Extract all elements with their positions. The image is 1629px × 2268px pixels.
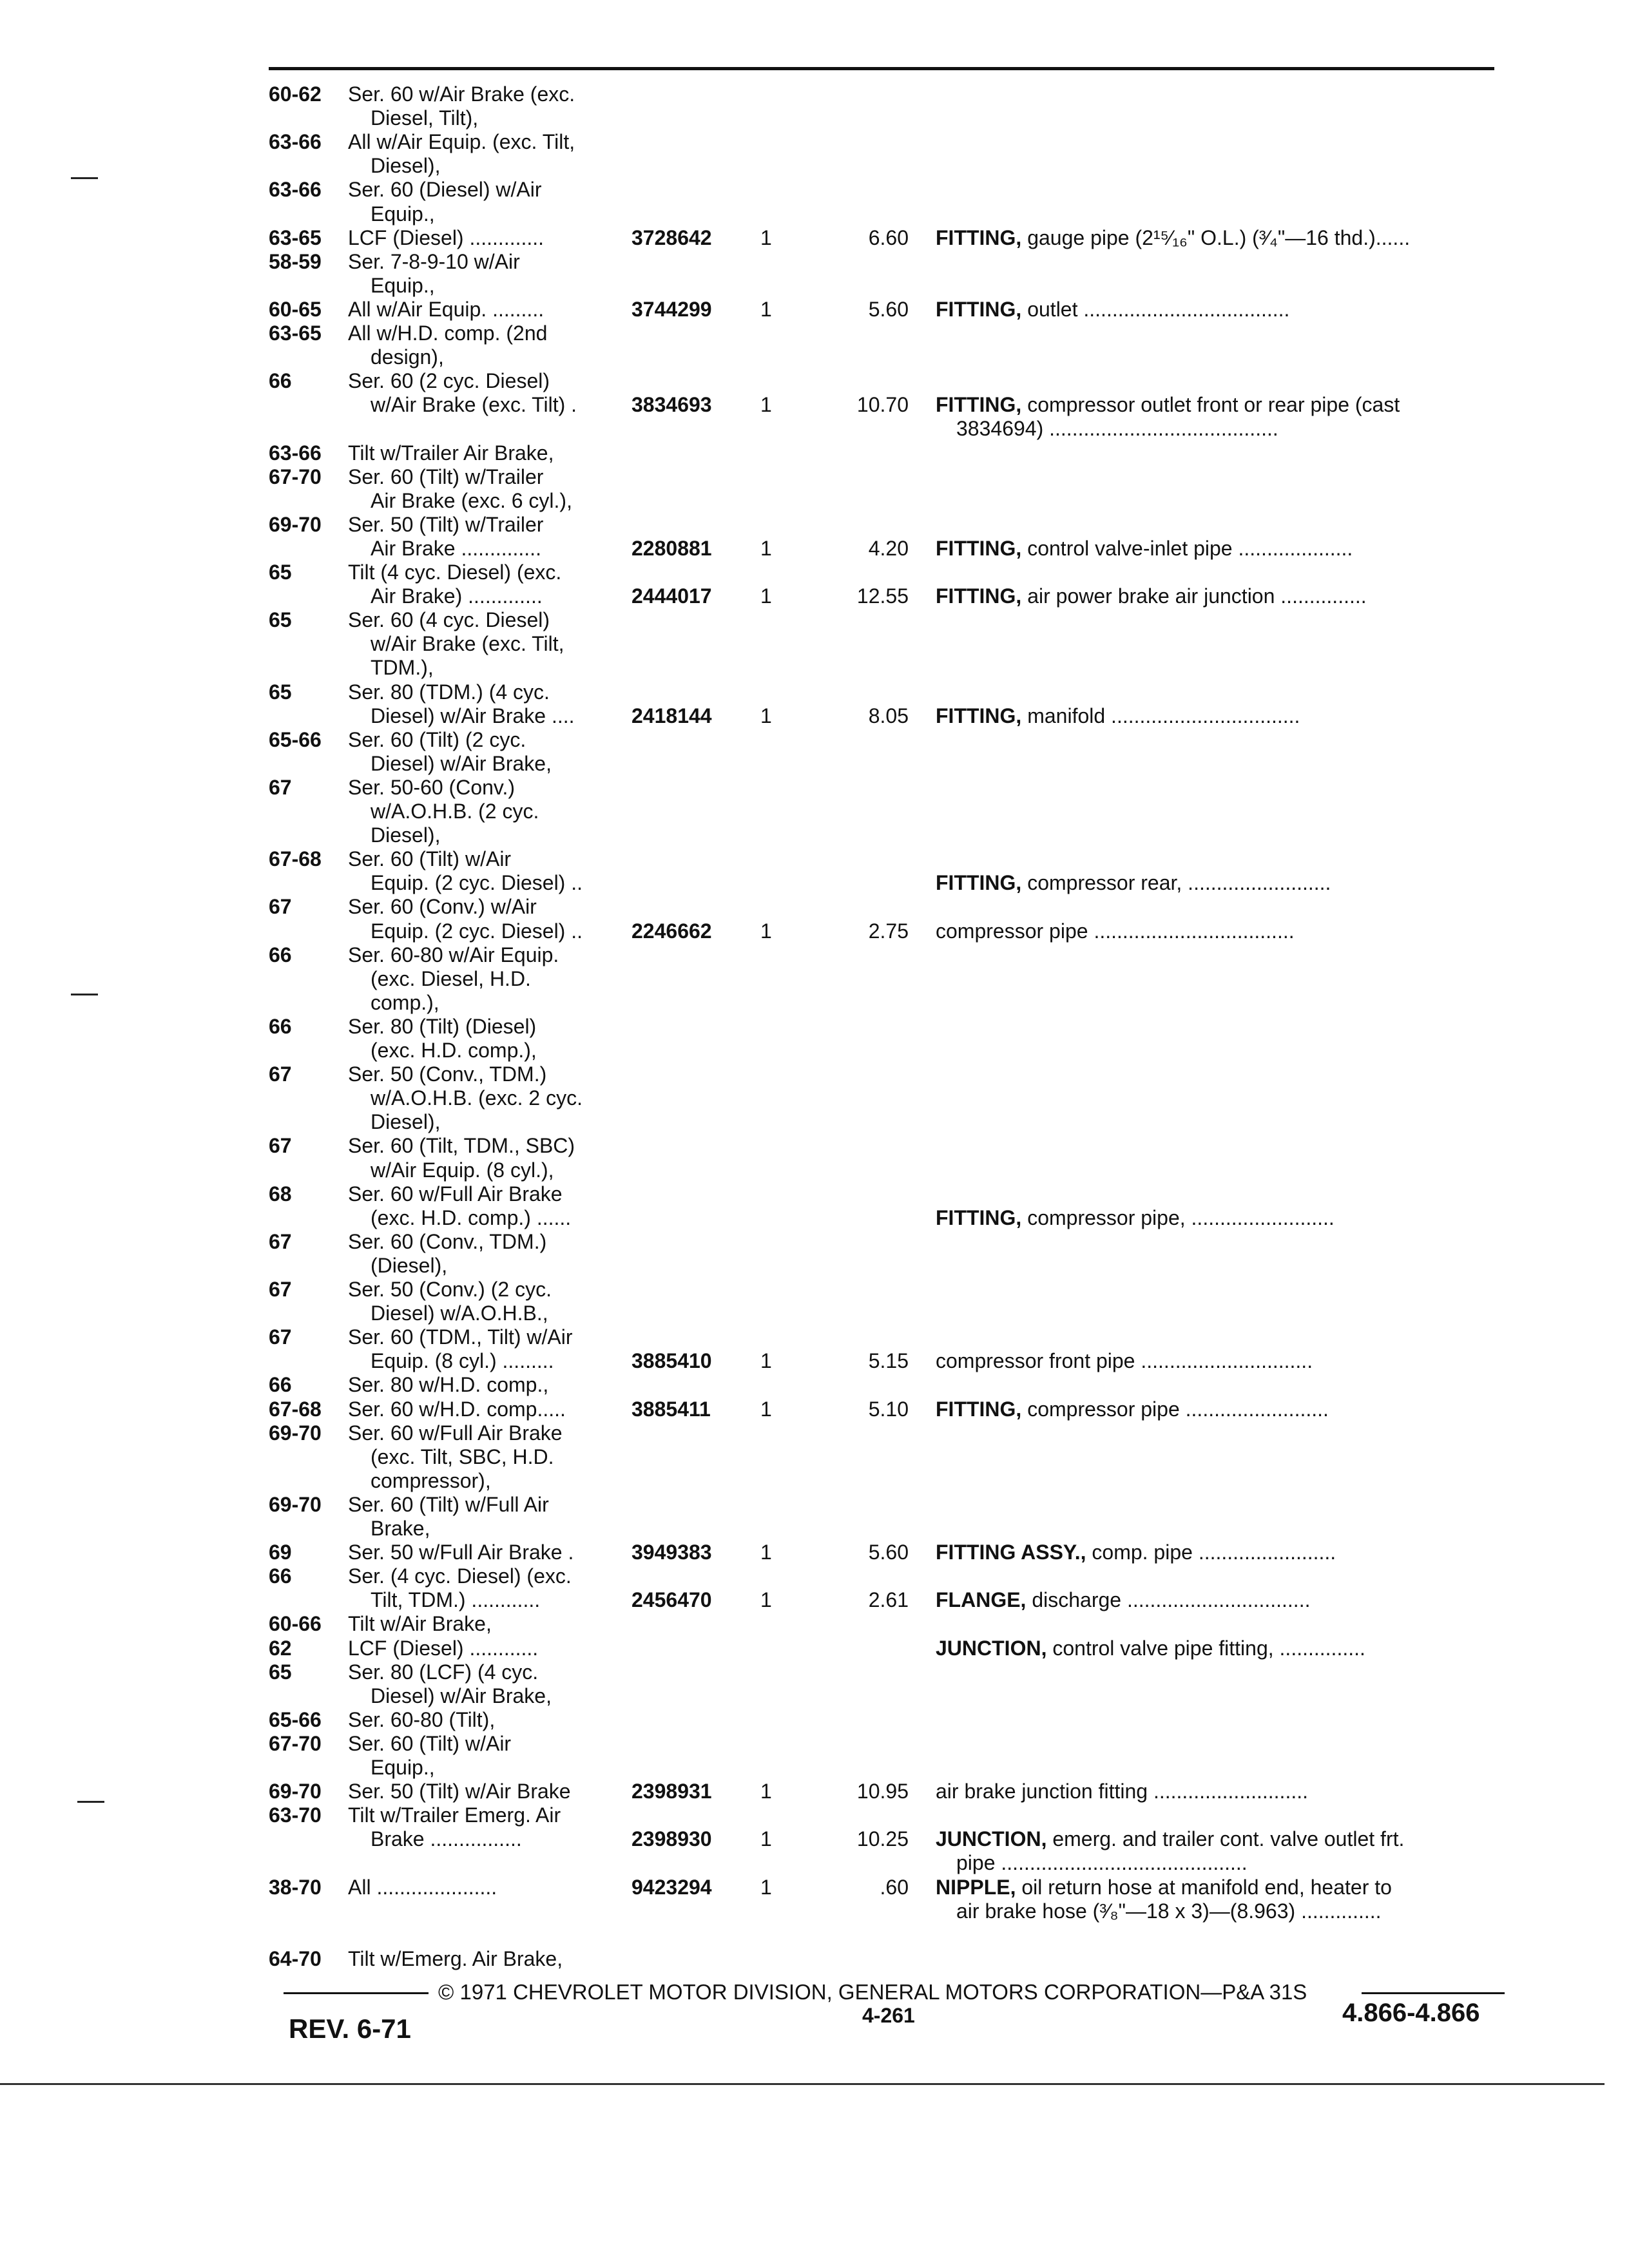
model-cell: Tilt, TDM.) ............ xyxy=(371,1588,541,1611)
description-heading: FITTING, xyxy=(936,1398,1022,1421)
quantity-cell: 1 xyxy=(760,1588,772,1611)
quantity-cell: 1 xyxy=(760,919,772,943)
description-text: discharge ................................ xyxy=(1032,1588,1311,1611)
part-number-cell: 3834693 xyxy=(631,393,712,416)
year-cell: 69-70 xyxy=(269,1493,322,1516)
description-text: compressor pipe ......................... xyxy=(1027,1398,1329,1421)
description-cell xyxy=(936,704,1503,728)
year-cell: 67 xyxy=(269,776,292,799)
model-cell: Equip., xyxy=(371,274,435,297)
model-cell: Ser. 50 (Tilt) w/Air Brake xyxy=(348,1780,571,1803)
description-cell xyxy=(936,1349,1503,1373)
description-text: air power brake air junction ............... xyxy=(1027,584,1367,608)
year-cell: 66 xyxy=(269,1564,292,1588)
quantity-cell: 1 xyxy=(760,1398,772,1421)
price-cell: 6.60 xyxy=(868,226,909,249)
model-cell: Ser. 60 (Tilt, TDM., SBC) xyxy=(348,1134,575,1157)
year-cell: 65-66 xyxy=(269,728,322,751)
model-cell: Air Brake (exc. 6 cyl.), xyxy=(371,489,572,512)
quantity-cell: 1 xyxy=(760,584,772,608)
model-cell: Ser. 50 w/Full Air Brake . xyxy=(348,1541,574,1564)
price-cell: .60 xyxy=(880,1876,909,1899)
model-cell: Ser. 60 (Tilt) w/Trailer xyxy=(348,465,544,488)
model-cell: Ser. 50-60 (Conv.) xyxy=(348,776,516,799)
year-cell: 69-70 xyxy=(269,1780,322,1803)
page-number: 4-261 xyxy=(862,2004,915,2027)
description-text: compressor rear, ......................... xyxy=(1027,871,1331,894)
footer-rule-right xyxy=(1362,1992,1505,1994)
description-heading: FITTING, xyxy=(936,226,1022,249)
model-cell: Ser. 60 w/Full Air Brake xyxy=(348,1182,563,1206)
year-cell: 65 xyxy=(269,1660,292,1684)
model-cell: Tilt w/Trailer Emerg. Air xyxy=(348,1803,561,1827)
model-cell: Diesel) w/Air Brake, xyxy=(371,1684,552,1707)
model-cell: Ser. 60 (Conv., TDM.) xyxy=(348,1230,547,1253)
price-cell: 2.61 xyxy=(868,1588,909,1611)
model-cell: Ser. 80 w/H.D. comp., xyxy=(348,1373,549,1396)
group-range: 4.866-4.866 xyxy=(1342,1999,1480,2027)
model-cell: Equip. (2 cyc. Diesel) .. xyxy=(371,919,583,943)
year-cell: 65-66 xyxy=(269,1708,322,1731)
model-cell: comp.), xyxy=(371,991,439,1014)
year-cell: 66 xyxy=(269,1373,292,1396)
price-cell: 5.60 xyxy=(868,298,909,321)
price-cell: 10.25 xyxy=(856,1827,909,1850)
model-cell: Ser. 50 (Tilt) w/Trailer xyxy=(348,513,544,536)
description-heading: FLANGE, xyxy=(936,1588,1027,1611)
model-cell: Equip. (8 cyl.) ......... xyxy=(371,1349,554,1372)
year-cell: 65 xyxy=(269,608,292,631)
model-cell: Ser. 80 (TDM.) (4 cyc. xyxy=(348,680,550,704)
model-cell: Ser. 7-8-9-10 w/Air xyxy=(348,250,520,273)
description-text: 3834694) ........................................ xyxy=(956,417,1278,440)
description-heading: FITTING, xyxy=(936,871,1022,894)
description-text: compressor front pipe .............................. xyxy=(936,1349,1313,1372)
description-heading: FITTING ASSY., xyxy=(936,1541,1086,1564)
year-cell: 63-66 xyxy=(269,130,322,153)
description-text: comp. pipe ........................ xyxy=(1092,1541,1336,1564)
model-cell: (exc. Tilt, SBC, H.D. xyxy=(371,1445,554,1468)
description-cell xyxy=(936,1637,1503,1660)
description-text: air brake hose (³⁄₈"—18 x 3)—(8.963) .............. xyxy=(956,1899,1382,1923)
description-text: air brake junction fitting ........................... xyxy=(936,1780,1308,1803)
revision-label: REV. 6-71 xyxy=(289,2013,411,2044)
quantity-cell: 1 xyxy=(760,1827,772,1850)
model-cell: Diesel) w/A.O.H.B., xyxy=(371,1302,548,1325)
model-cell: Ser. 60-80 (Tilt), xyxy=(348,1708,496,1731)
quantity-cell: 1 xyxy=(760,1780,772,1803)
year-cell: 69 xyxy=(269,1541,292,1564)
model-cell: w/A.O.H.B. (exc. 2 cyc. xyxy=(371,1086,583,1110)
quantity-cell: 1 xyxy=(760,704,772,727)
year-cell: 63-66 xyxy=(269,441,322,465)
price-cell: 5.60 xyxy=(868,1541,909,1564)
year-cell: 67-68 xyxy=(269,847,322,870)
description-cell xyxy=(936,1398,1503,1421)
model-cell: w/Air Equip. (8 cyl.), xyxy=(371,1158,554,1182)
model-cell: Ser. 60 w/Air Brake (exc. xyxy=(348,82,575,106)
description-heading: FITTING, xyxy=(936,393,1022,416)
year-cell: 38-70 xyxy=(269,1876,322,1899)
year-cell: 65 xyxy=(269,680,292,704)
description-cell xyxy=(936,1827,1503,1851)
table-row xyxy=(0,1947,1629,1975)
model-cell: Ser. 80 (LCF) (4 cyc. xyxy=(348,1660,539,1684)
part-number-cell: 2418144 xyxy=(631,704,712,727)
part-number-cell: 3885411 xyxy=(631,1398,711,1421)
description-text: control valve pipe fitting, ............... xyxy=(1052,1637,1365,1660)
year-cell: 67 xyxy=(269,1278,292,1301)
model-cell: Tilt w/Trailer Air Brake, xyxy=(348,441,554,465)
year-cell: 64-70 xyxy=(269,1947,322,1970)
description-heading: FITTING, xyxy=(936,584,1022,608)
model-cell: w/A.O.H.B. (2 cyc. xyxy=(371,800,539,823)
model-cell: Ser. (4 cyc. Diesel) (exc. xyxy=(348,1564,572,1588)
part-number-cell: 3728642 xyxy=(631,226,712,249)
description-cell xyxy=(936,584,1503,608)
description-cell xyxy=(956,1899,1503,1923)
model-cell: Diesel, Tilt), xyxy=(371,106,479,130)
model-cell: Ser. 60-80 w/Air Equip. xyxy=(348,943,559,966)
model-cell: w/Air Brake (exc. Tilt) . xyxy=(371,393,577,416)
price-cell: 10.70 xyxy=(856,393,909,416)
model-cell: Diesel) w/Air Brake, xyxy=(371,752,552,775)
part-number-cell: 2456470 xyxy=(631,1588,712,1611)
description-cell xyxy=(936,226,1503,250)
model-cell: Brake ................ xyxy=(371,1827,522,1850)
quantity-cell: 1 xyxy=(760,226,772,249)
year-cell: 66 xyxy=(269,943,292,966)
year-cell: 63-70 xyxy=(269,1803,322,1827)
description-text: pipe ........................................... xyxy=(956,1851,1248,1874)
model-cell: (exc. Diesel, H.D. xyxy=(371,967,531,990)
copyright-notice: © 1971 CHEVROLET MOTOR DIVISION, GENERAL MOTORS CORPORATION—P&A 31S xyxy=(438,1980,1307,2004)
model-cell: Ser. 50 (Conv.) (2 cyc. xyxy=(348,1278,552,1301)
bottom-rule xyxy=(0,2083,1605,2085)
description-heading: JUNCTION, xyxy=(936,1637,1047,1660)
year-cell: 67-68 xyxy=(269,1398,322,1421)
year-cell: 60-62 xyxy=(269,82,322,106)
year-cell: 67 xyxy=(269,1230,292,1253)
quantity-cell: 1 xyxy=(760,537,772,560)
model-cell: Brake, xyxy=(371,1517,430,1540)
year-cell: 67 xyxy=(269,1134,292,1157)
price-cell: 4.20 xyxy=(868,537,909,560)
model-cell: Ser. 60 (Conv.) w/Air xyxy=(348,895,537,918)
price-cell: 5.15 xyxy=(868,1349,909,1372)
year-cell: 63-65 xyxy=(269,226,322,249)
model-cell: compressor), xyxy=(371,1469,491,1492)
description-text: gauge pipe (2¹⁵⁄₁₆" O.L.) (³⁄₄"—16 thd.)...... xyxy=(1027,226,1411,249)
year-cell: 67 xyxy=(269,895,292,918)
year-cell: 68 xyxy=(269,1182,292,1206)
model-cell: Tilt w/Air Brake, xyxy=(348,1612,492,1635)
year-cell: 62 xyxy=(269,1637,292,1660)
description-heading: FITTING, xyxy=(936,537,1022,560)
quantity-cell: 1 xyxy=(760,393,772,416)
price-cell: 12.55 xyxy=(856,584,909,608)
year-cell: 63-65 xyxy=(269,322,322,345)
model-cell: Diesel), xyxy=(371,154,441,177)
model-cell: Ser. 60 (Diesel) w/Air xyxy=(348,178,542,201)
description-heading: FITTING, xyxy=(936,1206,1022,1229)
model-cell: All w/H.D. comp. (2nd xyxy=(348,322,548,345)
model-cell: Diesel), xyxy=(371,823,441,847)
model-cell: Air Brake .............. xyxy=(371,537,541,560)
model-cell: Ser. 60 (TDM., Tilt) w/Air xyxy=(348,1325,573,1349)
description-cell xyxy=(936,1780,1503,1803)
model-cell: (Diesel), xyxy=(371,1254,448,1277)
description-heading: NIPPLE, xyxy=(936,1876,1016,1899)
year-cell: 63-66 xyxy=(269,178,322,201)
quantity-cell: 1 xyxy=(760,1349,772,1372)
description-cell xyxy=(936,919,1503,943)
year-cell: 66 xyxy=(269,369,292,392)
description-cell xyxy=(936,871,1503,895)
description-heading: FITTING, xyxy=(936,298,1022,321)
price-cell: 10.95 xyxy=(856,1780,909,1803)
model-cell: Ser. 60 (Tilt) w/Air xyxy=(348,847,512,870)
year-cell: 67 xyxy=(269,1062,292,1086)
description-cell xyxy=(936,1876,1503,1899)
model-cell: Ser. 60 w/H.D. comp..... xyxy=(348,1398,566,1421)
model-cell: (exc. H.D. comp.) ...... xyxy=(371,1206,572,1229)
description-text: outlet .................................... xyxy=(1027,298,1290,321)
description-cell xyxy=(936,537,1503,561)
part-number-cell: 3885410 xyxy=(631,1349,712,1372)
year-cell: 69-70 xyxy=(269,1421,322,1445)
part-number-cell: 2444017 xyxy=(631,584,712,608)
description-text: compressor outlet front or rear pipe (cast xyxy=(1027,393,1400,416)
description-cell xyxy=(936,393,1503,417)
model-cell: Diesel), xyxy=(371,1110,441,1133)
part-number-cell: 3744299 xyxy=(631,298,712,321)
part-number-cell: 9423294 xyxy=(631,1876,712,1899)
description-text: compressor pipe, ......................... xyxy=(1027,1206,1335,1229)
model-cell: Ser. 50 (Conv., TDM.) xyxy=(348,1062,547,1086)
part-number-cell: 2398930 xyxy=(631,1827,712,1850)
model-cell: Ser. 60 w/Full Air Brake xyxy=(348,1421,563,1445)
price-cell: 5.10 xyxy=(868,1398,909,1421)
model-cell: Ser. 60 (4 cyc. Diesel) xyxy=(348,608,550,631)
description-text: manifold ................................. xyxy=(1027,704,1300,727)
model-cell: All w/Air Equip. ......... xyxy=(348,298,545,321)
description-heading: JUNCTION, xyxy=(936,1827,1047,1850)
description-cell xyxy=(936,1206,1503,1230)
model-cell: w/Air Brake (exc. Tilt, xyxy=(371,632,564,655)
description-cell xyxy=(936,1541,1503,1564)
top-rule xyxy=(269,67,1494,70)
part-number-cell: 2398931 xyxy=(631,1780,712,1803)
model-cell: Equip. (2 cyc. Diesel) .. xyxy=(371,871,583,894)
description-cell xyxy=(936,298,1503,322)
model-cell: Air Brake) ............. xyxy=(371,584,543,608)
model-cell: LCF (Diesel) ............ xyxy=(348,1637,539,1660)
description-cell xyxy=(936,1588,1503,1612)
model-cell: Tilt w/Emerg. Air Brake, xyxy=(348,1947,563,1970)
model-cell: Ser. 60 (Tilt) w/Air xyxy=(348,1732,512,1755)
description-heading: FITTING, xyxy=(936,704,1022,727)
description-text: emerg. and trailer cont. valve outlet frt. xyxy=(1052,1827,1405,1850)
model-cell: All w/Air Equip. (exc. Tilt, xyxy=(348,130,575,153)
quantity-cell: 1 xyxy=(760,298,772,321)
model-cell: Equip., xyxy=(371,1756,435,1779)
model-cell: LCF (Diesel) ............. xyxy=(348,226,545,249)
year-cell: 67-70 xyxy=(269,465,322,488)
quantity-cell: 1 xyxy=(760,1876,772,1899)
year-cell: 66 xyxy=(269,1015,292,1038)
year-cell: 67-70 xyxy=(269,1732,322,1755)
model-cell: Tilt (4 cyc. Diesel) (exc. xyxy=(348,561,562,584)
year-cell: 60-66 xyxy=(269,1612,322,1635)
model-cell: Ser. 80 (Tilt) (Diesel) xyxy=(348,1015,537,1038)
part-number-cell: 2246662 xyxy=(631,919,712,943)
model-cell: design), xyxy=(371,345,444,369)
model-cell: All ..................... xyxy=(348,1876,497,1899)
price-cell: 8.05 xyxy=(868,704,909,727)
year-cell: 60-65 xyxy=(269,298,322,321)
part-number-cell: 2280881 xyxy=(631,537,712,560)
year-cell: 69-70 xyxy=(269,513,322,536)
quantity-cell: 1 xyxy=(760,1541,772,1564)
model-cell: TDM.), xyxy=(371,656,434,679)
year-cell: 58-59 xyxy=(269,250,322,273)
model-cell: Diesel) w/Air Brake .... xyxy=(371,704,575,727)
description-text: oil return hose at manifold end, heater to xyxy=(1021,1876,1392,1899)
price-cell: 2.75 xyxy=(868,919,909,943)
description-text: compressor pipe ................................... xyxy=(936,919,1295,943)
footer-rule-left xyxy=(284,1992,429,1994)
year-cell: 65 xyxy=(269,561,292,584)
description-cell xyxy=(956,1851,1503,1875)
part-number-cell: 3949383 xyxy=(631,1541,712,1564)
model-cell: (exc. H.D. comp.), xyxy=(371,1039,537,1062)
description-text: control valve-inlet pipe .................... xyxy=(1027,537,1353,560)
model-cell: Ser. 60 (2 cyc. Diesel) xyxy=(348,369,550,392)
description-cell xyxy=(956,417,1503,441)
model-cell: Equip., xyxy=(371,202,435,226)
model-cell: Ser. 60 (Tilt) (2 cyc. xyxy=(348,728,526,751)
year-cell: 67 xyxy=(269,1325,292,1349)
model-cell: Ser. 60 (Tilt) w/Full Air xyxy=(348,1493,549,1516)
